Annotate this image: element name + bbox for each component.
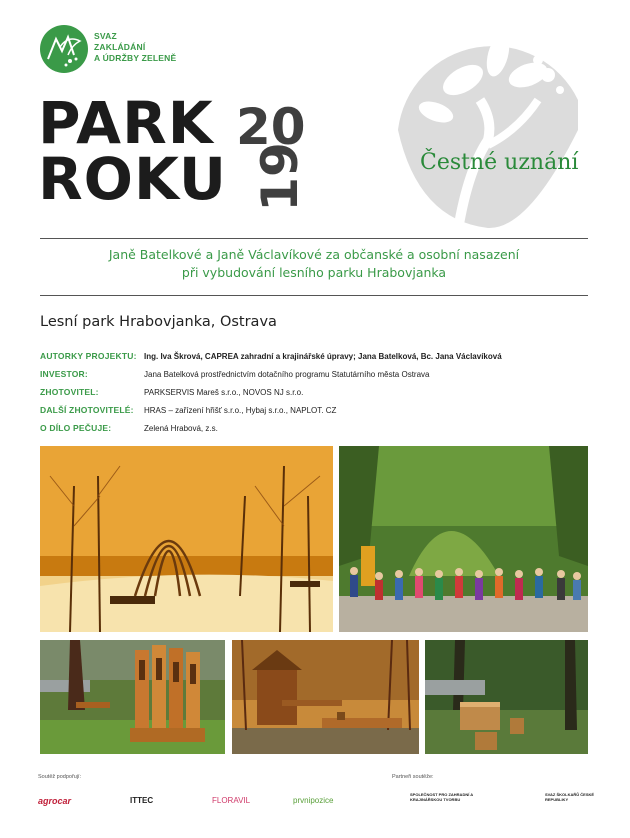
detail-key: O DÍLO PEČUJE:	[40, 423, 112, 433]
tree-illustration	[388, 20, 588, 230]
photo-winter-willow-dome	[40, 446, 333, 632]
sponsor-logo: SVAZ ŠKOLKAŘŮ ČESKÉ REPUBLIKY	[545, 792, 595, 802]
detail-key: AUTORKY PROJEKTU:	[40, 351, 137, 361]
detail-key: INVESTOR:	[40, 369, 88, 379]
organization-name	[94, 31, 176, 64]
dedication-line-2: při vybudování lesního parku Hrabovjanka	[181, 265, 447, 280]
organization-line-2: ZAKLÁDÁNÍ	[94, 42, 146, 52]
photo-stump-seating	[425, 640, 588, 754]
detail-row	[40, 401, 600, 419]
supporters-label: Soutěž podpořují:	[38, 774, 82, 780]
detail-value: PARKSERVIS Mareš s.r.o., NOVOS NJ s.r.o.	[144, 387, 304, 397]
sponsor-logo: FLORAVIL	[212, 796, 251, 805]
title-roku: ROKU	[38, 145, 227, 213]
organization-line-3: A ÚDRŽBY ZELENĚ	[94, 53, 177, 63]
year-top: 20	[236, 98, 306, 156]
dedication-text	[40, 246, 588, 282]
organization-logo	[40, 25, 176, 73]
detail-row	[40, 383, 600, 401]
detail-row	[40, 419, 600, 437]
detail-value: Ing. Iva Škrová, CAPREA zahradní a krajinářské úpravy; Jana Batelková, Bc. Jana Václavíková	[144, 351, 502, 361]
award-title: Čestné uznání	[420, 150, 579, 175]
detail-value: Zelená Hrabová, z.s.	[144, 423, 218, 433]
sponsor-logo: agrocar	[38, 796, 72, 806]
detail-value: HRAS – zařízení hřišť s.r.o., Hybaj s.r.o., NAPLOT. CZ	[144, 405, 337, 415]
detail-row	[40, 365, 600, 383]
leaf-logo-icon	[40, 25, 88, 73]
detail-value: Jana Batelková prostřednictvím dotačního programu Statutárního města Ostrava	[144, 369, 430, 379]
sponsor-logo: SPOLEČNOST PRO ZAHRADNÍ A KRAJINÁŘSKOU TVORBU	[410, 792, 474, 802]
dedication-line-1: Janě Batelkové a Janě Václavíkové za občanské a osobní nasazení	[108, 247, 520, 262]
detail-key: ZHOTOVITEL:	[40, 387, 99, 397]
photo-wooden-instruments	[40, 640, 225, 754]
photo-playground-tower	[232, 640, 419, 754]
project-details	[40, 347, 600, 437]
partners-label: Partneři soutěže:	[392, 774, 434, 780]
sponsor-logo: ITTEC	[130, 796, 154, 805]
page-title	[38, 89, 227, 213]
divider-top	[40, 238, 588, 239]
photo-group-volunteers	[339, 446, 588, 632]
year-bottom: 19	[250, 142, 309, 212]
detail-row	[40, 347, 600, 365]
detail-key: DALŠÍ ZHOTOVITELÉ:	[40, 405, 134, 415]
divider-bottom	[40, 295, 588, 296]
sponsor-logo: prvnipozice	[293, 796, 334, 805]
park-name: Lesní park Hrabovjanka, Ostrava	[40, 314, 277, 330]
title-park: PARK	[38, 89, 214, 157]
organization-line-1: SVAZ	[94, 31, 117, 41]
